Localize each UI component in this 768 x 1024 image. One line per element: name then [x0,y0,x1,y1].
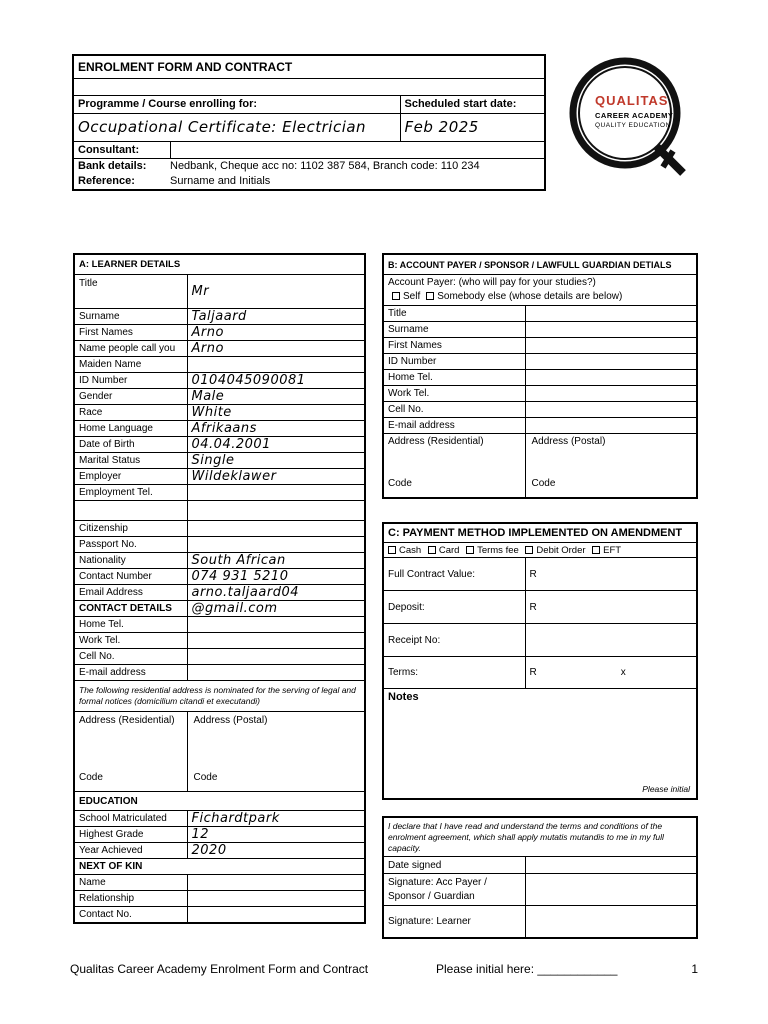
residential-address-field[interactable] [74,712,187,792]
page-number: 1 [691,962,698,976]
addr-res-label: Address (Residential) [79,715,175,726]
learner-row-label: Contact No. [74,907,187,924]
id-number-field[interactable]: 0104045090081 [187,373,365,389]
contact-email-field[interactable] [187,665,365,681]
payer-row-label: Work Tel. [383,386,525,402]
start-date-label: Scheduled start date: [400,95,545,113]
learner-row-label: Employment Tel. [74,485,187,501]
programme-field[interactable]: Occupational Certificate: Electrician [73,113,400,141]
bank-details: Nedbank, Cheque acc no: 1102 387 584, Branch code: 110 234 [170,159,480,172]
learner-row-label: Surname [74,309,187,325]
terms-times: x [620,667,626,678]
card-checkbox[interactable] [428,546,436,554]
education-heading: EDUCATION [74,792,365,811]
start-date-field[interactable]: Feb 2025 [400,113,545,141]
payer-row-label: Cell No. [383,402,525,418]
sig-payer-field[interactable] [525,874,697,906]
form-title: ENROLMENT FORM AND CONTRACT [73,55,545,78]
domicilium-note: The following residential address is nominated for the serving of legal and formal notices (domicilium citandi et executandi) [74,681,365,712]
method-debit: Debit Order [536,544,586,556]
cell-no-field[interactable] [187,649,365,665]
code-label: Code [388,477,412,489]
full-value-field[interactable]: R [525,558,697,591]
date-signed-label: Date signed [383,857,525,874]
terms-currency: R [529,667,537,678]
payer-title-field[interactable] [525,306,697,322]
dob-field[interactable]: 04.04.2001 [187,437,365,453]
school-field[interactable]: Fichardtpark [187,811,365,827]
qualitas-logo [565,55,691,181]
logo-line1: CAREER ACADEMY [595,111,674,120]
learner-row-label: School Matriculated [74,811,187,827]
payer-row-label: First Names [383,338,525,354]
receipt-field[interactable] [525,624,697,657]
notes-field[interactable] [383,689,697,799]
learner-row-label: Work Tel. [74,633,187,649]
next-of-kin-heading: NEXT OF KIN [74,859,365,875]
payer-residential-address-field[interactable] [383,434,525,498]
somebody-else-checkbox[interactable] [426,292,434,300]
terms-label: Terms: [383,657,525,689]
learner-details-table [73,253,366,924]
learner-row-label: Cell No. [74,649,187,665]
home-language-field[interactable]: Afrikaans [187,421,365,437]
learner-row-label: Relationship [74,891,187,907]
learner-row-label: Nationality [74,553,187,569]
payer-heading: B: ACCOUNT PAYER / SPONSOR / LAWFULL GUARDIAN DETIALS [383,254,697,275]
payer-question: Account Payer: (who will pay for your studies?) [388,277,596,288]
deposit-field[interactable]: R [525,591,697,624]
sig-payer-label: Signature: Acc Payer / Sponsor / Guardian [383,874,525,906]
learner-row-label: E-mail address [74,665,187,681]
payer-row-label: Surname [383,322,525,338]
learner-row-label: Home Language [74,421,187,437]
learner-row-label: Race [74,405,187,421]
self-checkbox[interactable] [392,292,400,300]
payment-table [382,522,698,800]
sig-learner-label: Signature: Learner [383,906,525,938]
sig-learner-field[interactable] [525,906,697,938]
opt-else-label: Somebody else (whose details are below) [437,291,623,302]
kin-relationship-field[interactable] [187,891,365,907]
learner-row-label: Gender [74,389,187,405]
kin-contact-field[interactable] [187,907,365,924]
call-name-field[interactable]: Arno [187,341,365,357]
learner-row-label: Name [74,875,187,891]
deposit-label: Deposit: [383,591,525,624]
learner-row-label: Marital Status [74,453,187,469]
passport-field[interactable] [187,537,365,553]
email-continued-field[interactable]: @gmail.com [187,601,365,617]
declaration-text: I declare that I have read and understand the terms and conditions of the enrolment agreement, which shall apply mutatis mutandis to me in my full capacity. [383,817,697,857]
code-label: Code [79,772,103,783]
logo-line2: QUALITY EDUCATION [595,122,671,129]
year-achieved-field[interactable]: 2020 [187,843,365,859]
payer-email-field[interactable] [525,418,697,434]
consultant-field[interactable] [171,142,544,158]
learner-row-label: Title [74,275,187,309]
payer-postal-address-field[interactable] [525,434,697,498]
payer-id-field[interactable] [525,354,697,370]
footer [70,962,698,976]
kin-name-field[interactable] [187,875,365,891]
nationality-field[interactable]: South African [187,553,365,569]
payment-heading: C: PAYMENT METHOD IMPLEMENTED ON AMENDMENT [383,523,697,543]
learner-row-label: Passport No. [74,537,187,553]
payer-home-tel-field[interactable] [525,370,697,386]
opt-self-label: Self [403,291,421,302]
learner-row-label: First Names [74,325,187,341]
method-eft: EFT [603,544,622,556]
please-initial-label: Please initial [642,783,690,794]
header-table [72,54,546,191]
code-label: Code [531,477,556,489]
learner-row-label: Home Tel. [74,617,187,633]
method-card: Card [438,544,460,556]
employment-tel-field[interactable] [187,485,365,501]
payer-surname-field[interactable] [525,322,697,338]
employer-field[interactable]: Wildeklawer [187,469,365,485]
contact-details-heading: CONTACT DETAILS [74,601,187,617]
payer-details-table [382,253,698,499]
addr-post-label: Address (Postal) [193,715,268,726]
surname-field[interactable]: Taljaard [187,309,365,325]
payer-row-label: ID Number [383,354,525,370]
learner-title-field[interactable]: Mr [187,275,365,309]
receipt-label: Receipt No: [383,624,525,657]
debit-order-checkbox[interactable] [525,546,533,554]
learner-row-label: Employer [74,469,187,485]
code-label: Code [193,772,218,783]
consultant-label: Consultant: [74,142,171,158]
marital-status-field[interactable]: Single [187,453,365,469]
citizenship-field[interactable] [187,521,365,537]
work-tel-field[interactable] [187,633,365,649]
contact-number-field[interactable]: 074 931 5210 [187,569,365,585]
footer-title: Qualitas Career Academy Enrolment Form and Contract [70,962,369,976]
reference-value: Surname and Initials [170,174,271,187]
learner-row-label: Year Achieved [74,843,187,859]
method-cash: Cash [399,544,422,556]
learner-row-label: Highest Grade [74,827,187,843]
date-signed-field[interactable] [525,857,697,874]
notes-label: Notes [388,691,419,703]
gender-field[interactable]: Male [187,389,365,405]
terms-field[interactable] [525,657,697,689]
payer-row-label: E-mail address [383,418,525,434]
footer-initial: Please initial here: ____________ [436,962,618,976]
highest-grade-field[interactable]: 12 [187,827,365,843]
bank-label: Bank details: [78,159,147,172]
home-tel-field[interactable] [187,617,365,633]
learner-row-label: Email Address [74,585,187,601]
payer-addr-post-label: Address (Postal) [531,436,606,447]
payer-row-label: Title [383,306,525,322]
learner-row-label: Maiden Name [74,357,187,373]
postal-address-field[interactable] [187,712,365,792]
race-field[interactable]: White [187,405,365,421]
cash-checkbox[interactable] [388,546,396,554]
logo-name: QUALITAS [595,93,669,108]
payer-first-names-field[interactable] [525,338,697,354]
terms-fee-checkbox[interactable] [466,546,474,554]
full-value-label: Full Contract Value: [383,558,525,591]
learner-row-label: Contact Number [74,569,187,585]
first-names-field[interactable]: Arno [187,325,365,341]
declaration-table [382,816,698,939]
programme-label: Programme / Course enrolling for: [73,95,400,113]
method-terms: Terms fee [477,544,519,556]
learner-row-label: Name people call you [74,341,187,357]
payer-addr-res-label: Address (Residential) [388,436,484,447]
email-field[interactable]: arno.taljaard04 [187,585,365,601]
learner-row-label: ID Number [74,373,187,389]
learner-row-label: Date of Birth [74,437,187,453]
payer-cell-field[interactable] [525,402,697,418]
payer-row-label: Home Tel. [383,370,525,386]
eft-checkbox[interactable] [592,546,600,554]
learner-heading: A: LEARNER DETAILS [74,254,365,275]
payer-work-tel-field[interactable] [525,386,697,402]
learner-row-label: Citizenship [74,521,187,537]
maiden-name-field[interactable] [187,357,365,373]
reference-label: Reference: [78,174,135,187]
